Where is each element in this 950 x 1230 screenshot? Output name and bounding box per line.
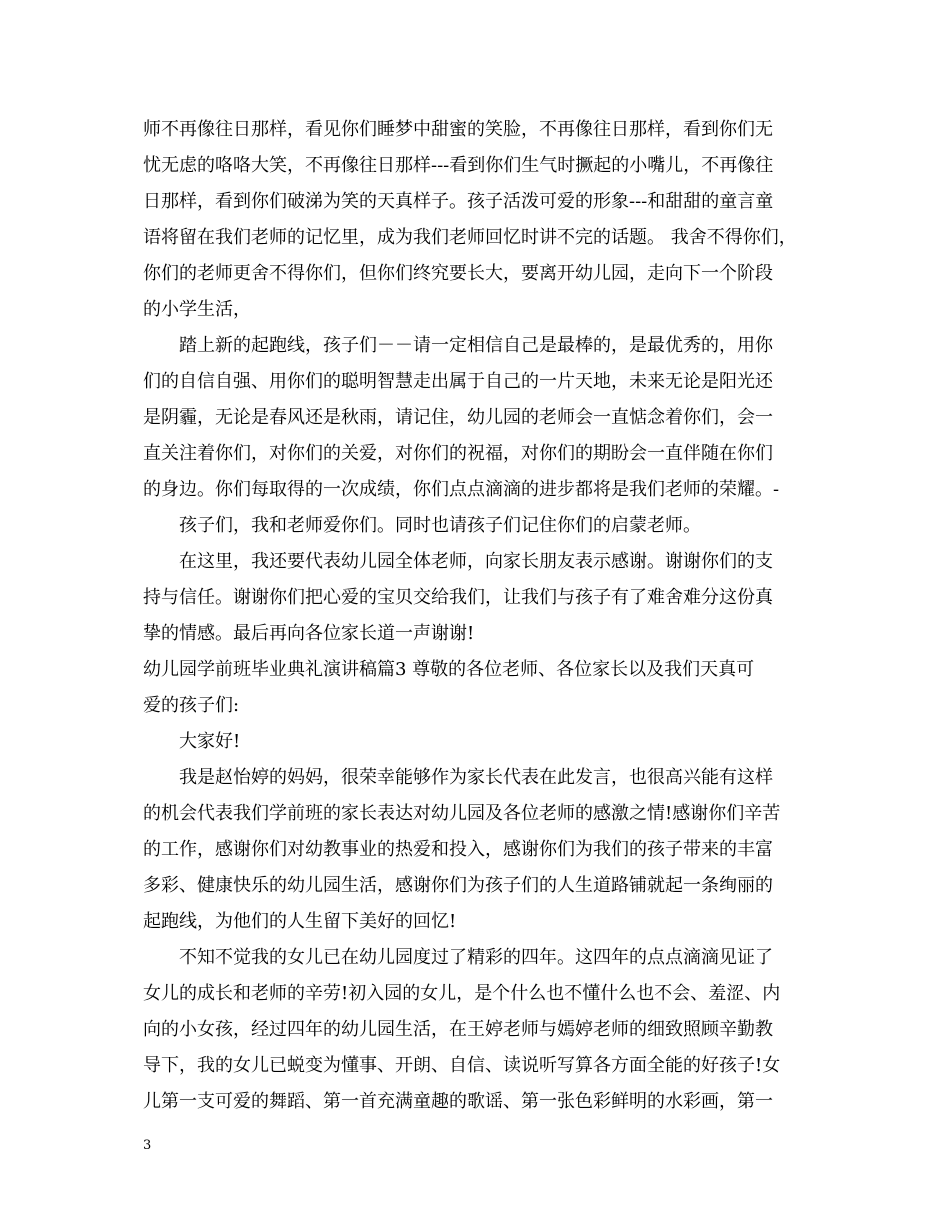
text-line: 们的自信自强、用你们的聪明智慧走出属于自己的一片天地，未来无论是阳光还 [143,371,773,392]
text-line: 在这里，我还要代表幼儿园全体老师，向家长朋友表示感谢。谢谢你们的支 [179,551,773,572]
section-heading-line: 幼儿园学前班毕业典礼演讲稿篇3 尊敬的各位老师、各位家长以及我们天真可 [143,659,755,680]
text-line: 语将留在我们老师的记忆里，成为我们老师回忆时讲不完的话题。 我舍不得你们， [143,227,797,248]
text-line: 的小学生活， [143,299,251,320]
text-line: 的工作，感谢你们对幼教事业的热爱和投入，感谢你们为我们的孩子带来的丰富 [143,839,773,860]
text-line: 孩子们，我和老师爱你们。同时也请孩子们记住你们的启蒙老师。 [179,515,701,536]
greeting-line: 大家好! [179,731,241,752]
text-line: 儿第一支可爱的舞蹈、第一首充满童趣的歌谣、第一张色彩鲜明的水彩画，第一 [143,1091,773,1112]
text-line: 女儿的成长和老师的辛劳!初入园的女儿，是个什么也不懂什么也不会、羞涩、内 [143,983,781,1004]
text-line: 向的小女孩，经过四年的幼儿园生活，在王婷老师与嫣婷老师的细致照顾辛勤教 [143,1019,773,1040]
text-line: 直关注着你们，对你们的关爱，对你们的祝福，对你们的期盼会一直伴随在你们 [143,443,773,464]
text-line: 忧无虑的咯咯大笑，不再像往日那样---看到你们生气时撅起的小嘴儿，不再像往 [143,155,774,176]
text-line: 导下，我的女儿已蜕变为懂事、开朗、自信、读说听写算各方面全能的好孩子!女 [143,1055,781,1076]
page-number: 3 [143,1138,152,1153]
text-line: 的身边。你们每取得的一次成绩，你们点点滴滴的进步都将是我们老师的荣耀。- [143,479,780,500]
text-line: 多彩、健康快乐的幼儿园生活，感谢你们为孩子们的人生道路铺就起一条绚丽的 [143,875,773,896]
text-line: 起跑线，为他们的人生留下美好的回忆! [143,911,457,932]
text-line: 是阴霾，无论是春风还是秋雨，请记住，幼儿园的老师会一直惦念着你们，会一 [143,407,773,428]
text-line: 挚的情感。最后再向各位家长道一声谢谢! [143,623,475,644]
text-line: 踏上新的起跑线，孩子们－－请一定相信自己是最棒的，是最优秀的，用你 [179,335,773,356]
text-line: 持与信任。谢谢你们把心爱的宝贝交给我们，让我们与孩子有了难舍难分这份真 [143,587,773,608]
text-line: 师不再像往日那样，看见你们睡梦中甜蜜的笑脸，不再像往日那样，看到你们无 [143,119,773,140]
text-line: 你们的老师更舍不得你们，但你们终究要长大，要离开幼儿园，走向下一个阶段 [143,263,773,284]
text-line: 不知不觉我的女儿已在幼儿园度过了精彩的四年。这四年的点点滴滴见证了 [179,947,773,968]
text-line: 爱的孩子们: [143,695,240,716]
text-line: 我是赵怡婷的妈妈，很荣幸能够作为家长代表在此发言，也很高兴能有这样 [179,767,773,788]
text-line: 日那样，看到你们破涕为笑的天真样子。孩子活泼可爱的形象---和甜甜的童言童 [143,191,774,212]
text-line: 的机会代表我们学前班的家长表达对幼儿园及各位老师的感激之情!感谢你们辛苦 [143,803,781,824]
